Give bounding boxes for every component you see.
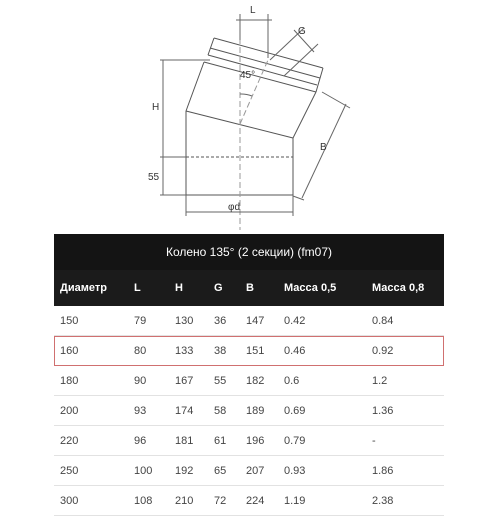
cell-diameter: 250 xyxy=(60,464,79,477)
dimension-lines xyxy=(160,14,350,216)
table-header-row xyxy=(54,270,444,306)
table-row xyxy=(54,336,444,366)
header-H: H xyxy=(175,282,183,294)
header-diameter: Диаметр xyxy=(60,282,107,294)
cell-mass-08: - xyxy=(372,434,376,447)
table-row xyxy=(54,486,444,516)
label-G: G xyxy=(298,26,306,37)
cell-mass-08: 2.38 xyxy=(372,494,394,507)
cell-h: 167 xyxy=(175,374,194,387)
table-row xyxy=(54,306,444,336)
cell-g: 72 xyxy=(214,494,227,507)
cell-diameter: 300 xyxy=(60,494,79,507)
cell-b: 189 xyxy=(246,404,265,417)
cell-h: 192 xyxy=(175,464,194,477)
elbow-drawing xyxy=(0,0,500,232)
cell-diameter: 220 xyxy=(60,434,79,447)
cell-diameter: 200 xyxy=(60,404,79,417)
header-mass-08: Масса 0,8 xyxy=(372,282,425,294)
cell-g: 38 xyxy=(214,344,227,357)
cell-mass-05: 0.69 xyxy=(284,404,306,417)
label-B: B xyxy=(320,142,327,153)
cell-mass-05: 0.46 xyxy=(284,344,306,357)
header-mass-05: Масса 0,5 xyxy=(284,282,337,294)
label-55: 55 xyxy=(148,172,160,183)
cell-b: 207 xyxy=(246,464,265,477)
table-body xyxy=(54,306,444,516)
cell-mass-08: 1.86 xyxy=(372,464,394,477)
label-angle: 45° xyxy=(240,70,256,81)
table-row xyxy=(54,396,444,426)
table-row xyxy=(54,366,444,396)
cell-g: 58 xyxy=(214,404,227,417)
cell-mass-08: 1.2 xyxy=(372,374,388,387)
cell-diameter: 150 xyxy=(60,314,79,327)
header-L: L xyxy=(134,282,141,294)
cell-l: 80 xyxy=(134,344,147,357)
cell-h: 133 xyxy=(175,344,194,357)
cell-mass-05: 0.93 xyxy=(284,464,306,477)
cell-b: 224 xyxy=(246,494,265,507)
cell-b: 182 xyxy=(246,374,265,387)
cell-l: 96 xyxy=(134,434,147,447)
cell-l: 100 xyxy=(134,464,153,477)
table-title: Колено 135° (2 секции) (fm07) xyxy=(54,234,444,270)
cell-diameter: 160 xyxy=(60,344,79,357)
cell-g: 61 xyxy=(214,434,227,447)
cell-mass-05: 1.19 xyxy=(284,494,306,507)
header-G: G xyxy=(214,282,223,294)
header-B: B xyxy=(246,282,254,294)
label-diameter: φd xyxy=(228,202,241,213)
label-H: H xyxy=(152,102,160,113)
cell-diameter: 180 xyxy=(60,374,79,387)
cell-h: 174 xyxy=(175,404,194,417)
cell-b: 151 xyxy=(246,344,265,357)
cell-mass-08: 0.84 xyxy=(372,314,394,327)
cell-l: 93 xyxy=(134,404,147,417)
cell-l: 108 xyxy=(134,494,153,507)
cell-mass-08: 0.92 xyxy=(372,344,394,357)
cell-g: 65 xyxy=(214,464,227,477)
table-row xyxy=(54,426,444,456)
cell-l: 79 xyxy=(134,314,147,327)
cell-mass-08: 1.36 xyxy=(372,404,394,417)
cell-b: 196 xyxy=(246,434,265,447)
cell-g: 36 xyxy=(214,314,227,327)
table-row xyxy=(54,456,444,486)
cell-mass-05: 0.42 xyxy=(284,314,306,327)
cell-l: 90 xyxy=(134,374,147,387)
cell-mass-05: 0.79 xyxy=(284,434,306,447)
label-L: L xyxy=(250,5,256,16)
elbow-upper-section xyxy=(186,38,323,138)
cell-h: 181 xyxy=(175,434,194,447)
cell-mass-05: 0.6 xyxy=(284,374,300,387)
cell-g: 55 xyxy=(214,374,227,387)
cell-b: 147 xyxy=(246,314,265,327)
cell-h: 210 xyxy=(175,494,194,507)
cell-h: 130 xyxy=(175,314,194,327)
